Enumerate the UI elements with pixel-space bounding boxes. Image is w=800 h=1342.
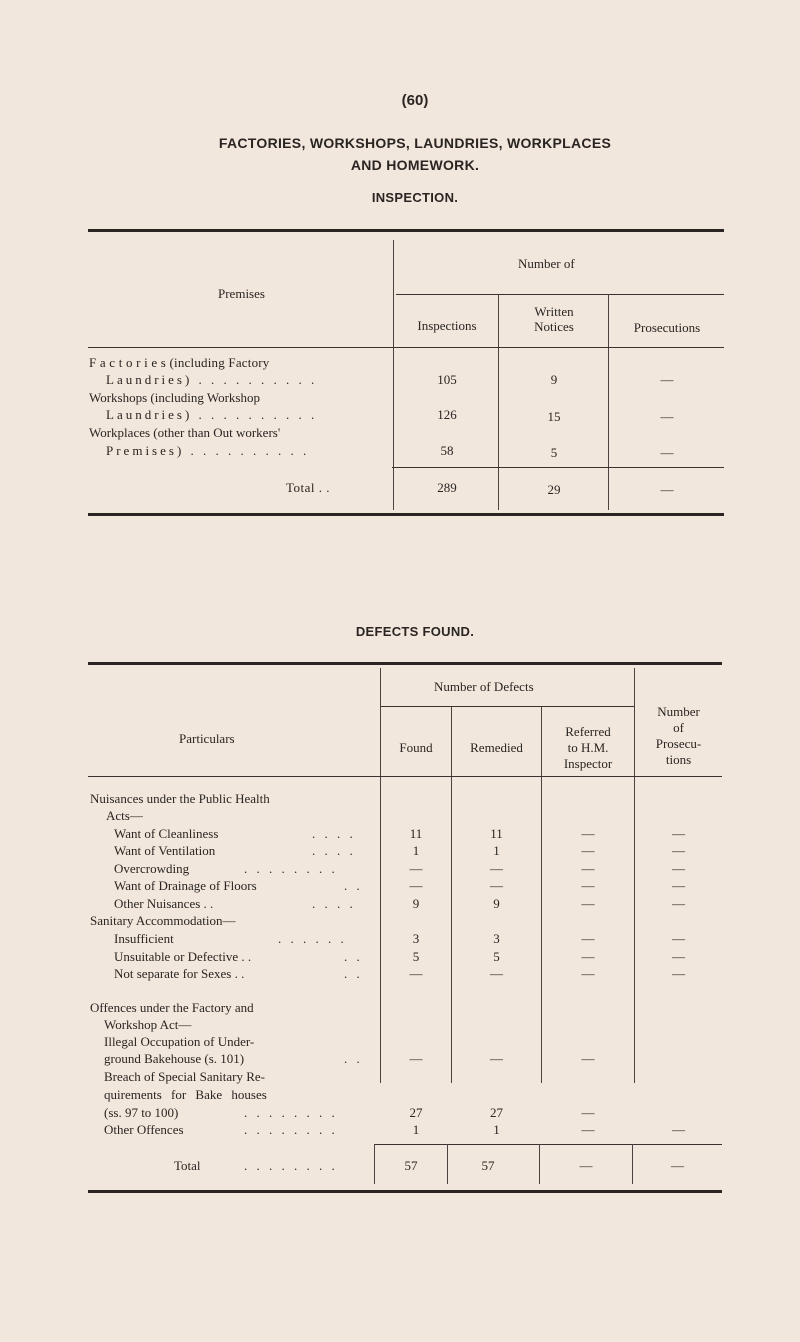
- prosecutions-total: —: [671, 1158, 684, 1173]
- leader-dots: . . . . . . . .: [244, 1158, 338, 1173]
- prosecutions-value: —: [672, 843, 685, 858]
- total-label: Total . .: [286, 480, 331, 495]
- prosecutions-value: —: [672, 861, 685, 876]
- written-notices-header: Written Notices: [534, 304, 574, 334]
- notices-value: 5: [550, 445, 558, 460]
- inspections-value: 126: [437, 407, 457, 422]
- referred-value: —: [581, 1051, 595, 1066]
- total-top-rule: [374, 1144, 722, 1145]
- prosecutions-header-3: Prosecu-: [655, 736, 702, 751]
- document-title-line1: FACTORIES, WORKSHOPS, LAUNDRIES, WORKPLACES: [218, 135, 612, 151]
- col-divider-3: [608, 294, 609, 510]
- particulars-header: Particulars: [179, 731, 235, 746]
- inspections-header: Inspections: [417, 318, 477, 333]
- row-label: Not separate for Sexes . .: [114, 966, 245, 981]
- prosecutions-value: —: [672, 966, 685, 981]
- row-label: Other Offences: [104, 1122, 184, 1137]
- referred-value: —: [581, 843, 595, 858]
- row-label-line2: ground Bakehouse (s. 101): [104, 1051, 245, 1066]
- found-header: Found: [399, 740, 433, 755]
- notices-total: 29: [547, 482, 561, 497]
- leader-dots: . .: [344, 949, 363, 964]
- group-heading-offences-1: Offences under the Factory and: [90, 1000, 254, 1015]
- header-bottom-rule: [88, 776, 722, 777]
- referred-value: —: [581, 949, 595, 964]
- remedied-value: —: [490, 878, 503, 893]
- prosecutions-value: —: [672, 878, 685, 893]
- remedied-total: 57: [481, 1158, 495, 1173]
- row-label: Insufficient: [114, 931, 174, 946]
- found-value: 1: [412, 843, 420, 858]
- remedied-value: 27: [490, 1105, 503, 1120]
- prosecutions-value: —: [660, 445, 674, 460]
- row-label-line1: Breach of Special Sanitary Re-: [104, 1069, 265, 1084]
- row-label-line1: F a c t o r i e s (including Factory: [89, 355, 270, 370]
- row-label-line3: (ss. 97 to 100): [104, 1105, 179, 1120]
- row-label-line1: Workplaces (other than Out workers': [89, 425, 281, 440]
- header-bottom-rule: [88, 347, 724, 348]
- leader-dots: . . . .: [312, 896, 356, 911]
- sub-header-rule: [396, 294, 724, 295]
- leader-dots: . . . .: [312, 843, 356, 858]
- leader-dots: . . . .: [312, 826, 356, 841]
- prosecutions-value: —: [672, 826, 685, 841]
- referred-header-2: to H.M.: [567, 740, 609, 755]
- premises-header: Premises: [218, 286, 265, 301]
- prosecutions-value: —: [672, 1122, 685, 1137]
- row-label-line1: Workshops (including Workshop: [89, 390, 260, 405]
- table-bottom-rule: [88, 1190, 722, 1193]
- col-divider-2: [451, 706, 452, 1083]
- row-label: Other Nuisances . .: [114, 896, 214, 911]
- leader-dots: . .: [344, 966, 363, 981]
- row-label-line2: Premises) . . . . . . . . . .: [106, 443, 310, 458]
- referred-value: —: [581, 826, 595, 841]
- row-label: Unsuitable or Defective . .: [114, 949, 252, 964]
- table-bottom-rule: [88, 513, 724, 516]
- defects-heading: DEFECTS FOUND.: [355, 624, 475, 639]
- group-heading-nuisances-1: Nuisances under the Public Health: [90, 791, 270, 806]
- prosecutions-value: —: [672, 949, 685, 964]
- group-heading-sanitary: Sanitary Accommodation—: [90, 913, 236, 928]
- group-heading-offences-2: Workshop Act—: [104, 1017, 192, 1032]
- referred-total: —: [579, 1158, 593, 1173]
- table-top-rule: [88, 229, 724, 232]
- leader-dots: . . . . . .: [278, 931, 347, 946]
- remedied-value: 11: [490, 826, 503, 841]
- remedied-value: —: [490, 1051, 503, 1066]
- row-label: Want of Ventilation: [114, 843, 216, 858]
- leader-dots: . .: [344, 878, 363, 893]
- leader-dots: . . . . . . . .: [244, 1122, 338, 1137]
- found-value: —: [409, 861, 423, 876]
- prosecutions-total: —: [660, 482, 674, 497]
- found-value: 5: [412, 949, 420, 964]
- row-label-line2: Laundries) . . . . . . . . . .: [106, 372, 318, 387]
- col-divider-2: [498, 294, 499, 510]
- prosecutions-header-1: Number: [657, 704, 700, 719]
- found-value: —: [409, 878, 423, 893]
- row-label-line1: Illegal Occupation of Under-: [104, 1034, 255, 1049]
- prosecutions-value: —: [660, 409, 674, 424]
- referred-header-1: Referred: [565, 724, 611, 739]
- found-value: 27: [409, 1105, 423, 1120]
- remedied-value: 9: [493, 896, 500, 911]
- page-number: (60): [401, 92, 429, 109]
- referred-value: —: [581, 966, 595, 981]
- total-label: Total: [174, 1158, 201, 1173]
- inspection-heading: INSPECTION.: [371, 190, 459, 205]
- referred-value: —: [581, 878, 595, 893]
- inspections-total: 289: [437, 480, 457, 495]
- remedied-value: 1: [493, 1122, 500, 1137]
- remedied-value: —: [490, 966, 503, 981]
- sub-header-rule: [381, 706, 634, 707]
- prosecutions-header-4: tions: [665, 752, 692, 767]
- remedied-value: —: [490, 861, 503, 876]
- notices-value: 9: [550, 372, 558, 387]
- row-label-line2: quirements for Bake houses: [104, 1087, 267, 1102]
- row-label: Want of Drainage of Floors: [114, 878, 257, 893]
- row-label: Want of Cleanliness: [114, 826, 219, 841]
- prosecutions-value: —: [672, 896, 685, 911]
- found-value: 11: [409, 826, 423, 841]
- referred-value: —: [581, 931, 595, 946]
- referred-value: —: [581, 861, 595, 876]
- total-top-rule: [392, 467, 724, 468]
- referred-value: —: [581, 896, 595, 911]
- prosecutions-header-2: of: [673, 720, 684, 735]
- notices-value: 15: [547, 409, 561, 424]
- prosecutions-value: —: [672, 931, 685, 946]
- found-value: —: [409, 1051, 423, 1066]
- document-title-line2: AND HOMEWORK.: [350, 157, 480, 173]
- inspections-value: 105: [437, 372, 457, 387]
- remedied-value: 5: [493, 949, 500, 964]
- remedied-header: Remedied: [470, 740, 523, 755]
- table-top-rule: [88, 662, 722, 665]
- col-divider-1: [393, 240, 394, 510]
- inspections-value: 58: [440, 443, 454, 458]
- referred-value: —: [581, 1122, 595, 1137]
- total-divider-1: [374, 1144, 375, 1184]
- found-value: 9: [412, 896, 420, 911]
- found-value: 1: [412, 1122, 420, 1137]
- row-label: Overcrowding: [114, 861, 190, 876]
- remedied-value: 3: [493, 931, 500, 946]
- found-value: 3: [412, 931, 420, 946]
- leader-dots: . .: [344, 1051, 363, 1066]
- number-of-header: Number of: [518, 256, 575, 271]
- remedied-value: 1: [493, 843, 500, 858]
- row-label-line2: Laundries) . . . . . . . . . .: [106, 407, 318, 422]
- prosecutions-header: Prosecutions: [633, 320, 701, 335]
- found-value: —: [409, 966, 423, 981]
- leader-dots: . . . . . . . .: [244, 1105, 338, 1120]
- prosecutions-value: —: [660, 372, 674, 387]
- referred-header-3: Inspector: [563, 756, 613, 771]
- found-total: 57: [404, 1158, 418, 1173]
- group-heading-nuisances-2: Acts—: [106, 808, 143, 823]
- number-of-defects-header: Number of Defects: [434, 679, 534, 694]
- referred-value: —: [581, 1105, 595, 1120]
- leader-dots: . . . . . . . .: [244, 861, 338, 876]
